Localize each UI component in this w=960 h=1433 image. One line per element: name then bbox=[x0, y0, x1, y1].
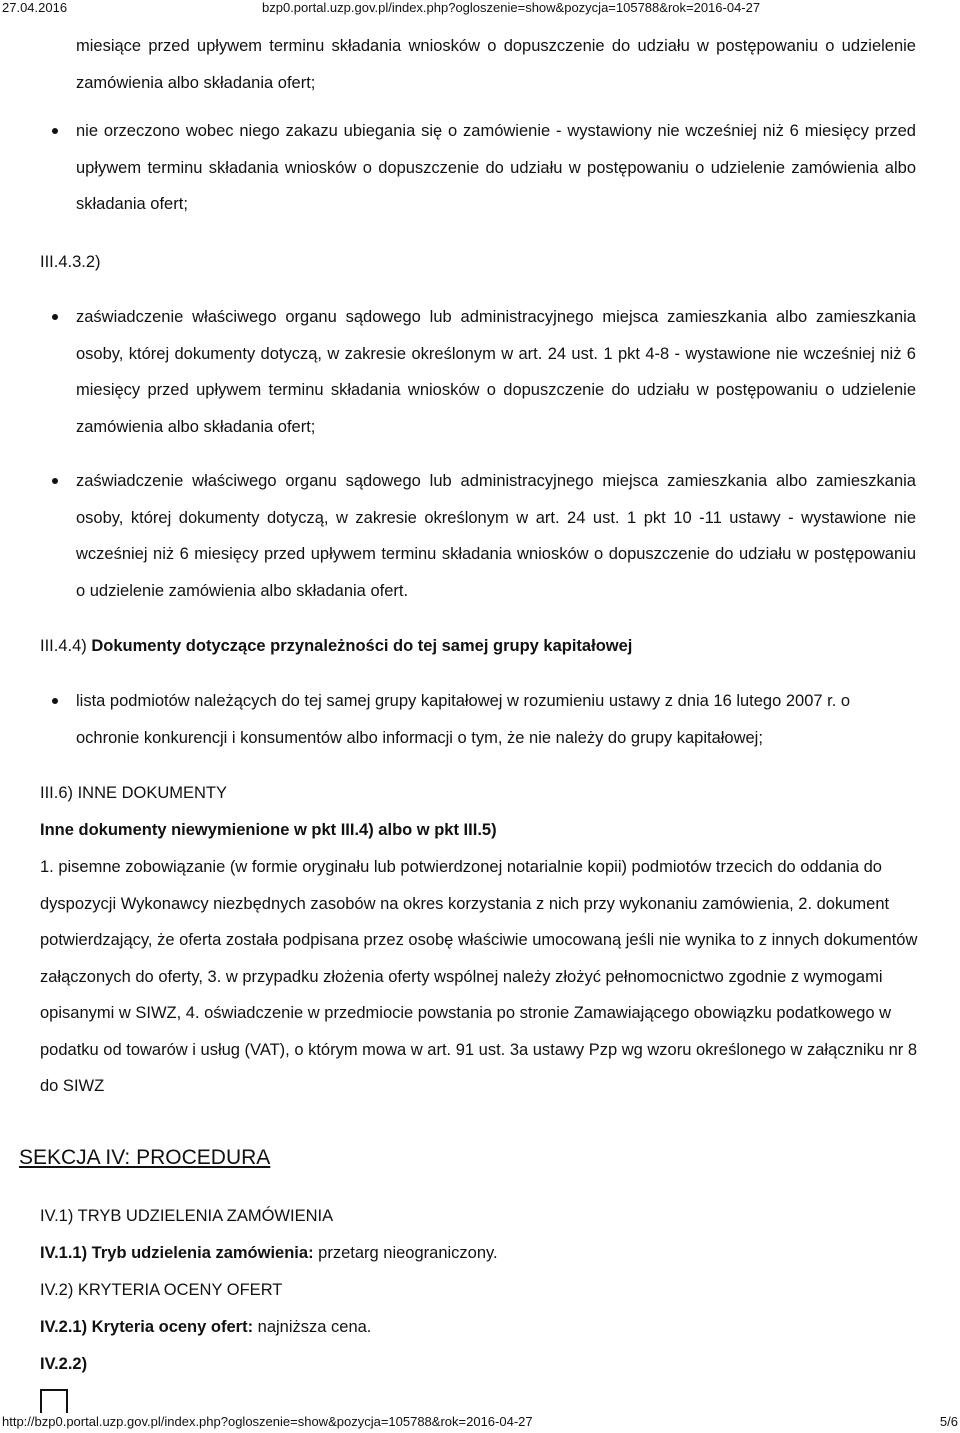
checkbox-icon[interactable] bbox=[40, 1389, 68, 1413]
field-iv-1-1 bbox=[40, 1235, 920, 1272]
field-iv-2-1-label: IV.2.1) Kryteria oceny ofert: bbox=[40, 1318, 254, 1336]
heading-iv-1: IV.1) TRYB UDZIELENIA ZAMÓWIENIA bbox=[40, 1207, 334, 1225]
heading-iv-2: IV.2) KRYTERIA OCENY OFERT bbox=[40, 1281, 283, 1299]
print-date: 27.04.2016 bbox=[2, 0, 68, 15]
bullet-text-zaswiadczenie-2: zaświadczenie właściwego organu sądowego lub administracyjnego miejsca zamieszkania albo zamieszkania osoby, której dokumenty dotyczą, w zakresie określonym w art. 24 ust. 1 pkt 10 -11 ustawy - wystawione nie wcześniej niż 6 miesięcy przed upływem terminu składania wniosków o dopuszczenie do udziału w postępowaniu o udzielenie zamówienia albo składania ofert. bbox=[76, 472, 916, 600]
heading-iii-4-4-text: Dokumenty dotyczące przynależności do tej samej grupy kapitałowej bbox=[91, 637, 633, 655]
page-number: 5/6 bbox=[939, 1414, 958, 1429]
continuation-paragraph: miesiące przed upływem terminu składania wniosków o dopuszczenie do udziału w postępowaniu o udzielenie zamówienia albo składania ofert; bbox=[76, 37, 916, 92]
print-footer bbox=[0, 1413, 960, 1431]
bullet-icon bbox=[52, 478, 58, 484]
heading-iii-6: III.6) INNE DOKUMENTY bbox=[40, 784, 228, 802]
bullet-icon bbox=[52, 314, 58, 320]
bullet-text-zakaz: nie orzeczono wobec niego zakazu ubiegania się o zamówienie - wystawiony nie wcześniej niż 6 miesięcy przed upływem terminu składania wniosków o dopuszczenie do udziału w postępowaniu o udzielenie zamówienia albo składania ofert; bbox=[76, 122, 916, 213]
field-iv-1-1-label: IV.1.1) Tryb udzielenia zamówienia: bbox=[40, 1244, 314, 1262]
bullet-text-lista: lista podmiotów należących do tej samej grupy kapitałowej w rozumieniu ustawy z dnia 16 lutego 2007 r. o ochronie konkurencji i konsumentów albo informacji o tym, że nie należy do grupy kapitałowej; bbox=[76, 692, 851, 747]
heading-iii-4-3-2: III.4.3.2) bbox=[40, 253, 101, 271]
print-header bbox=[0, 0, 960, 16]
inne-dokumenty-paragraph: 1. pisemne zobowiązanie (w formie oryginału lub potwierdzonej notarialnie kopii) podmiotów trzecich do oddania do dyspozycji Wykonawcy niezbędnych zasobów na okres korzystania z nich przy wykonaniu zamówienia, 2. dokument potwierdzający, że oferta została podpisana przez osobę właściwie umocowaną jeśli nie wynika to z innych dokumentów załączonych do oferty, 3. w przypadku złożenia oferty wspólnej należy złożyć pełnomocnictwo zgodnie z wymogami opisanymi w SIWZ, 4. oświadczenie w przedmiocie powstania po stronie Zamawiającego obowiązku podatkowego w podatku od towarów i usług (VAT), o którym mowa w art. 91 ust. 3a ustawy Pzp wg wzoru określonego w załączniku nr 8 do SIWZ bbox=[40, 858, 918, 1095]
heading-iv-2-2: IV.2.2) bbox=[40, 1355, 88, 1373]
bullet-icon bbox=[52, 698, 58, 704]
bullet-text-zaswiadczenie-1: zaświadczenie właściwego organu sądowego lub administracyjnego miejsca zamieszkania albo zamieszkania osoby, której dokumenty dotyczą, w zakresie określonym w art. 24 ust. 1 pkt 4-8 - wystawione nie wcześniej niż 6 miesięcy przed upływem terminu składania wniosków o dopuszczenie do udziału w postępowaniu o udzielenie zamówienia albo składania ofert; bbox=[76, 308, 916, 436]
heading-iii-4-4-number: III.4.4) bbox=[40, 637, 87, 655]
section-title-iv: SEKCJA IV: PROCEDURA bbox=[19, 1146, 271, 1169]
field-iv-2-1-value: najniższa cena. bbox=[257, 1318, 372, 1336]
heading-iii-4-4 bbox=[40, 628, 920, 665]
field-iv-1-1-value: przetarg nieograniczony. bbox=[318, 1244, 498, 1262]
bullet-icon bbox=[52, 128, 58, 134]
heading-inne-dokumenty: Inne dokumenty niewymienione w pkt III.4) albo w pkt III.5) bbox=[40, 821, 497, 839]
print-header-url: bzp0.portal.uzp.gov.pl/index.php?ogloszenie=show&pozycja=105788&rok=2016-04-27 bbox=[262, 0, 761, 15]
print-footer-url: http://bzp0.portal.uzp.gov.pl/index.php?ogloszenie=show&pozycja=105788&rok=2016-04-27 bbox=[2, 1414, 533, 1429]
field-iv-2-1 bbox=[40, 1309, 920, 1346]
